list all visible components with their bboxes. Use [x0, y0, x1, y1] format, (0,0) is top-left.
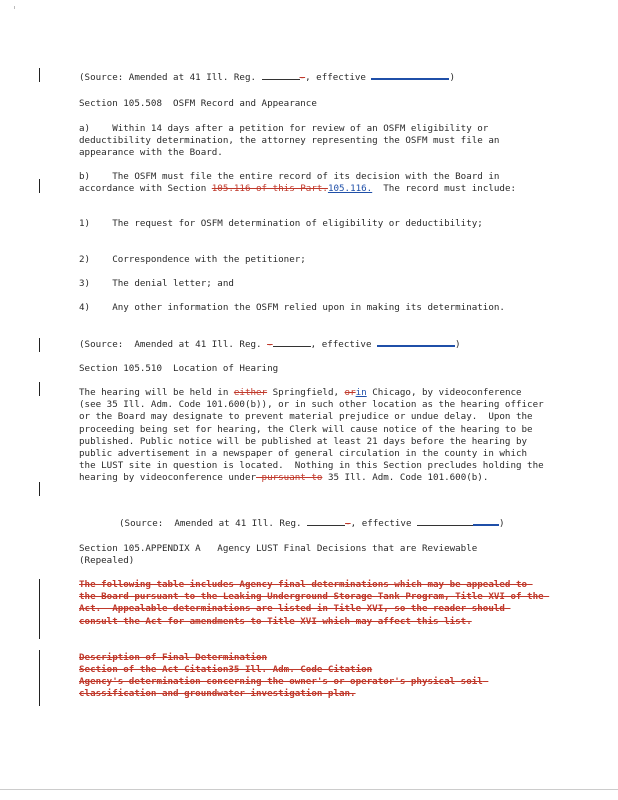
appendix-a-heading: Section 105.APPENDIX A Agency LUST Final Decisions that are Reviewable: [79, 543, 478, 554]
record-item-2: 2) Correspondence with the petitioner;: [79, 254, 306, 265]
record-item-3: 3) The denial letter; and: [79, 278, 234, 289]
change-bar: [39, 482, 40, 496]
source-note-2: (Source: Amended at 41 Ill. Reg. - , effective ): [79, 339, 461, 350]
appendix-a-deleted-paragraph: The following table includes Agency final determinations which may be appealed to the Board pursuant to the Leaking Underground Storage Tank Program, Title XVI of the Act. Appealable determinations are listed in Title XVI, so the reader should consult the Act for amendments to Title XVI which may affect this list.: [79, 579, 550, 627]
record-item-4: 4) Any other information the OSFM relied upon in making its determination.: [79, 302, 505, 313]
appendix-a-deleted-line-1: Description of Final Determination: [79, 652, 268, 663]
change-bar: [39, 650, 40, 706]
record-item-1: 1) The request for OSFM determination of eligibility or deductibility;: [79, 218, 483, 229]
section-510-heading: Section 105.510 Location of Hearing: [79, 363, 279, 374]
source-note-1: (Source: Amended at 41 Ill. Reg. -, effective ): [79, 72, 456, 83]
change-bar: [39, 179, 40, 193]
change-bar: [39, 338, 40, 352]
change-bar: [39, 382, 40, 396]
appendix-a-deleted-line-3: Agency's determination concerning the owner's or operator's physical soil classification and groundwater investigation plan.: [79, 676, 489, 700]
change-bar: [39, 579, 40, 639]
appendix-a-repealed: (Repealed): [79, 555, 135, 566]
source-note-3: (Source: Amended at 41 Ill. Reg. -, effective ): [119, 518, 505, 529]
section-508-para-a: a) Within 14 days after a petition for review of an OSFM eligibility or deductibility determination, the attorney representing the OSFM must file an appearance with the Board.: [79, 123, 505, 159]
change-bar: [39, 68, 40, 82]
section-510-body: The hearing will be held in either Springfield, orin Chicago, by videoconference (see 35 Ill. Adm. Code 101.600(b)), or in such other location as the hearing officer or the Board may designate to prevent material prejudice or undue delay. Upon the proceeding being set for hearing, the Clerk will cause notice of the hearing to be published. Public notice will be published at least 21 days before the hearing by public advertisement in a newspaper of general circulation in the county in which the LUST site in question is located. Nothing in this Section precludes holding the hearing by videoconference under pursuant to 35 Ill. Adm. Code 101.600(b).: [79, 387, 550, 484]
section-508-para-b: b) The OSFM must file the entire record of its decision with the Board in accordance with Section 105.116 of this Part.105.116. The record must include:: [79, 171, 517, 195]
page-bottom-rule: [0, 789, 618, 790]
section-508-heading: Section 105.508 OSFM Record and Appearance: [79, 98, 317, 109]
appendix-a-deleted-line-2: Section of the Act Citation35 Ill. Adm. Code Citation: [79, 664, 373, 675]
corner-mark: [14, 6, 15, 9]
